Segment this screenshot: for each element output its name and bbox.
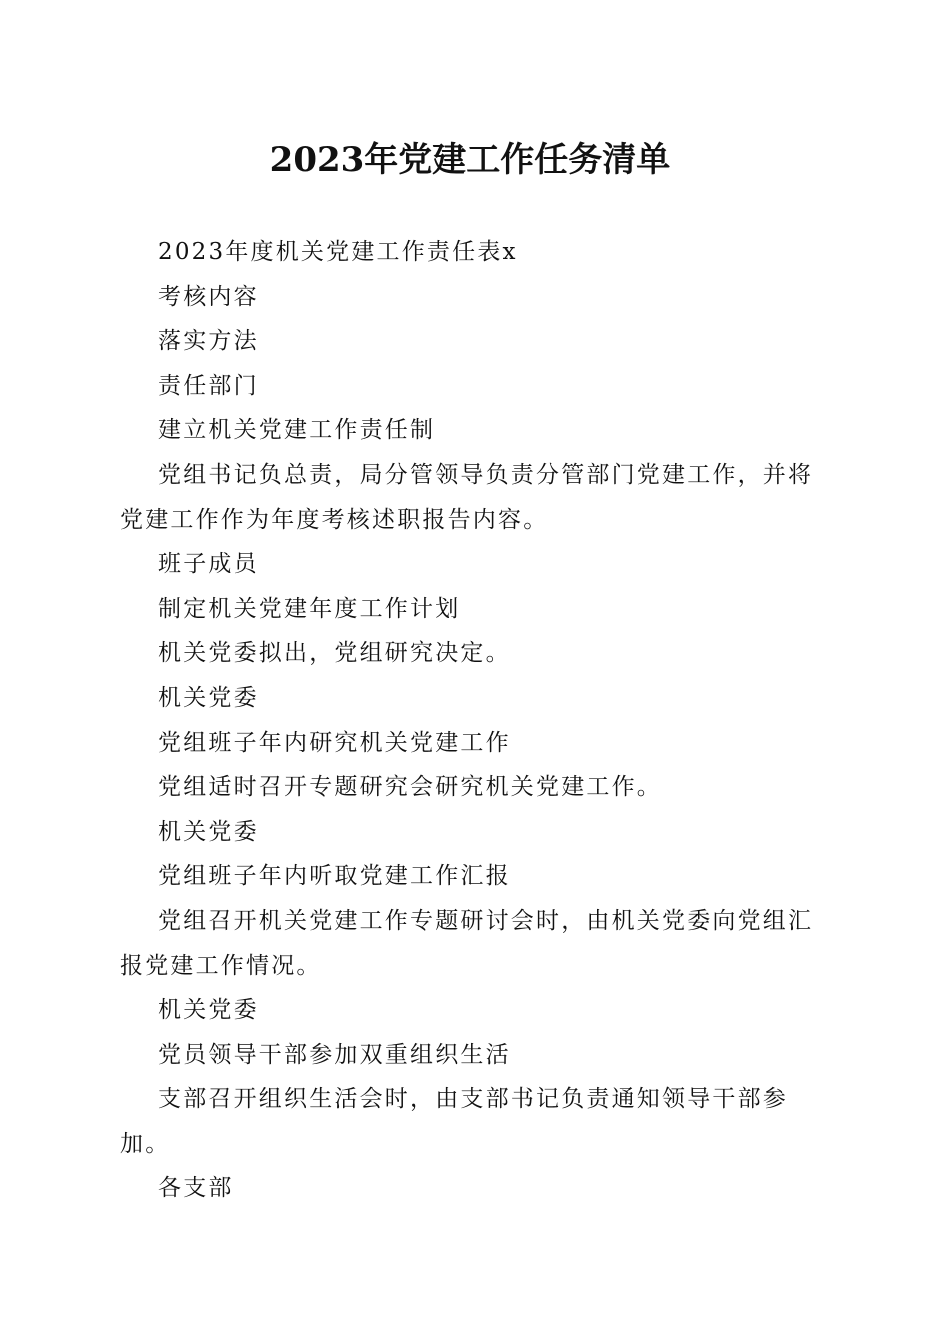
paragraph: 2023年度机关党建工作责任表x <box>158 239 518 265</box>
paragraph: 党员领导干部参加双重组织生活 <box>158 1041 511 1068</box>
paragraph: 党组适时召开专题研究会研究机关党建工作。 <box>158 774 662 801</box>
paragraph: 党组班子年内研究机关党建工作 <box>158 729 511 756</box>
paragraph: 党组班子年内听取党建工作汇报 <box>158 863 511 890</box>
paragraph: 机关党委 <box>158 997 259 1024</box>
paragraph: 各支部 <box>158 1175 234 1202</box>
paragraph: 落实方法 <box>158 328 259 355</box>
paragraph: 责任部门 <box>158 372 259 399</box>
paragraph: 制定机关党建年度工作计划 <box>158 595 461 622</box>
paragraph: 机关党委 <box>158 818 259 845</box>
paragraph: 建立机关党建工作责任制 <box>158 417 436 444</box>
document-title: 2023年党建工作任务清单 <box>269 140 671 180</box>
paragraph: 机关党委拟出，党组研究决定。 <box>158 640 511 667</box>
paragraph: 机关党委 <box>158 684 259 711</box>
paragraph: 考核内容 <box>158 283 259 310</box>
paragraph: 班子成员 <box>158 551 259 578</box>
document-body <box>120 230 830 1211</box>
paragraph: 党组召开机关党建工作专题研讨会时，由机关党委向党组汇报党建工作情况。 <box>120 907 814 979</box>
paragraph: 党组书记负总责，局分管领导负责分管部门党建工作，并将党建工作作为年度考核述职报告内容。 <box>120 461 814 533</box>
paragraph: 支部召开组织生活会时，由支部书记负责通知领导干部参加。 <box>120 1086 788 1157</box>
